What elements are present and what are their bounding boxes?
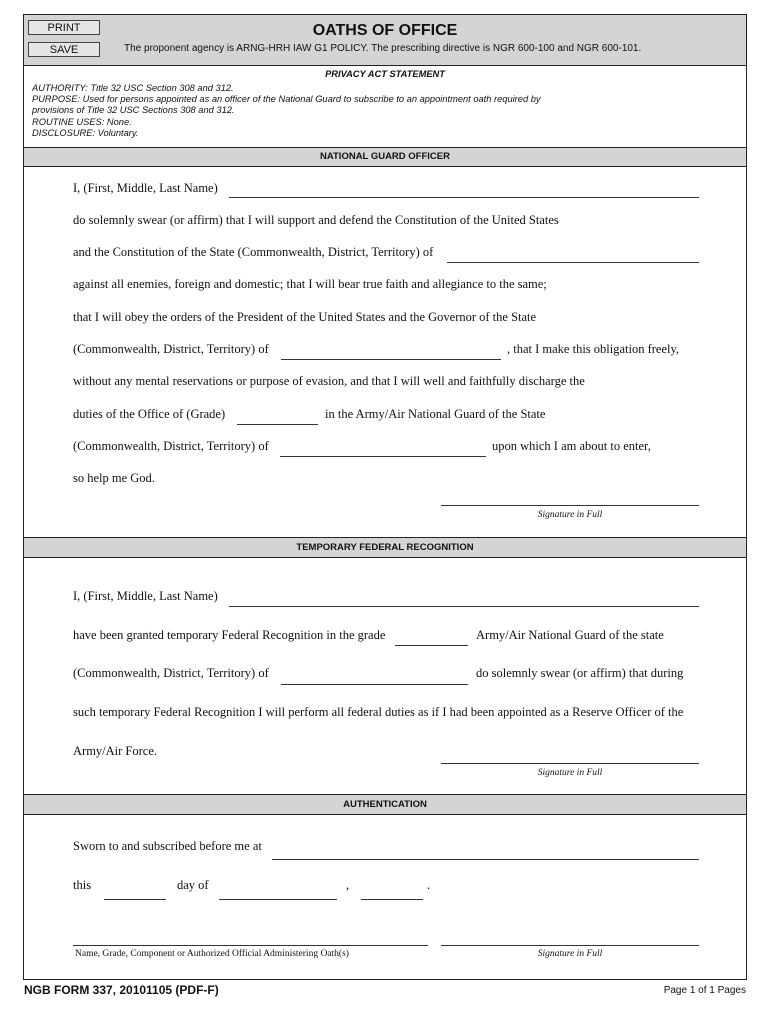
privacy-disclosure: DISCLOSURE: Voluntary.	[32, 127, 139, 138]
auth-official-label: Name, Grade, Component or Authorized Official Administering Oath(s)	[75, 949, 349, 959]
officer-oath-line-6: without any mental reservations or purpose of evasion, and that I will well and faithfully discharge the	[73, 374, 585, 388]
officer-name-label: I, (First, Middle, Last Name)	[73, 181, 218, 195]
form-title: OATHS OF OFFICE	[312, 22, 458, 39]
federal-line-2a: (Commonwealth, District, Territory) of	[73, 666, 269, 680]
officer-oath-line-5a: (Commonwealth, District, Territory) of	[73, 342, 269, 356]
auth-signature-field[interactable]	[441, 945, 699, 946]
auth-sworn-label: Sworn to and subscribed before me at	[73, 839, 262, 853]
auth-year-field[interactable]	[361, 899, 423, 900]
auth-this-label: this	[73, 878, 92, 892]
privacy-heading: PRIVACY ACT STATEMENT	[325, 69, 445, 79]
officer-oath-line-4: that I will obey the orders of the President of the United States and the Governor of the State	[73, 310, 537, 324]
officer-grade-field[interactable]	[237, 424, 318, 425]
auth-location-field[interactable]	[272, 859, 699, 860]
privacy-routine: ROUTINE USES: None.	[32, 116, 132, 127]
save-button[interactable]: SAVE	[28, 42, 100, 57]
auth-section-heading: AUTHENTICATION	[24, 794, 746, 815]
federal-name-label: I, (First, Middle, Last Name)	[73, 589, 218, 603]
officer-oath-line-8a: (Commonwealth, District, Territory) of	[73, 439, 269, 453]
federal-name-field[interactable]	[229, 606, 699, 607]
print-button[interactable]: PRINT	[28, 20, 100, 35]
officer-state-field-2[interactable]	[281, 359, 501, 360]
federal-line-3: such temporary Federal Recognition I will perform all federal duties as if I had been appointed as a Reserve Officer of the	[73, 705, 684, 719]
auth-period: .	[427, 878, 431, 892]
form-subtitle: The proponent agency is ARNG-HRH IAW G1 POLICY. The prescribing directive is NGR 600-100 and NGR 600-101.	[124, 43, 642, 54]
oath-form	[23, 14, 747, 980]
privacy-purpose-2: provisions of Title 32 USC Sections 308 and 312.	[32, 105, 235, 116]
federal-grade-field[interactable]	[395, 645, 468, 646]
auth-day-of-label: day of	[177, 878, 209, 892]
officer-name-field[interactable]	[229, 197, 699, 198]
officer-oath-line-9: so help me God.	[73, 471, 155, 485]
officer-oath-line-8b: upon which I am about to enter,	[492, 439, 651, 453]
officer-oath-line-2: and the Constitution of the State (Commonwealth, District, Territory) of	[73, 245, 434, 259]
officer-signature-field[interactable]	[441, 505, 699, 506]
federal-line-2b: do solemnly swear (or affirm) that during	[476, 666, 684, 680]
officer-section-heading: NATIONAL GUARD OFFICER	[24, 147, 746, 167]
officer-state-field-3[interactable]	[280, 456, 486, 457]
federal-state-field[interactable]	[281, 684, 468, 685]
page-number: Page 1 of 1 Pages	[663, 985, 746, 996]
federal-signature-field[interactable]	[441, 763, 699, 764]
federal-signature-label: Signature in Full	[537, 768, 603, 778]
federal-line-4: Army/Air Force.	[73, 744, 158, 758]
auth-day-field[interactable]	[104, 899, 166, 900]
privacy-authority: AUTHORITY: Title 32 USC Section 308 and 312.	[32, 83, 234, 93]
officer-oath-line-5b: , that I make this obligation freely,	[507, 342, 680, 356]
form-header	[24, 15, 746, 66]
auth-official-field[interactable]	[73, 945, 428, 946]
officer-signature-label: Signature in Full	[537, 510, 603, 520]
officer-oath-line-7a: duties of the Office of (Grade)	[73, 407, 226, 421]
privacy-purpose-1: PURPOSE: Used for persons appointed as an officer of the National Guard to subscribe to an appointment oath required by	[32, 94, 541, 105]
privacy-block	[32, 83, 541, 139]
officer-state-field[interactable]	[447, 262, 699, 263]
auth-month-field[interactable]	[219, 899, 337, 900]
federal-line-1a: have been granted temporary Federal Recognition in the grade	[73, 628, 386, 642]
auth-signature-label: Signature in Full	[537, 949, 603, 959]
form-id: NGB FORM 337, 20101105 (PDF-F)	[24, 983, 219, 997]
federal-section-heading: TEMPORARY FEDERAL RECOGNITION	[24, 537, 746, 558]
officer-oath-line-3: against all enemies, foreign and domestic; that I will bear true faith and allegiance to the same;	[73, 277, 547, 291]
officer-oath-line-1: do solemnly swear (or affirm) that I will support and defend the Constitution of the United States	[73, 213, 559, 227]
auth-comma: ,	[346, 878, 350, 892]
federal-line-1b: Army/Air National Guard of the state	[476, 628, 664, 642]
officer-oath-line-7b: in the Army/Air National Guard of the State	[325, 407, 546, 421]
